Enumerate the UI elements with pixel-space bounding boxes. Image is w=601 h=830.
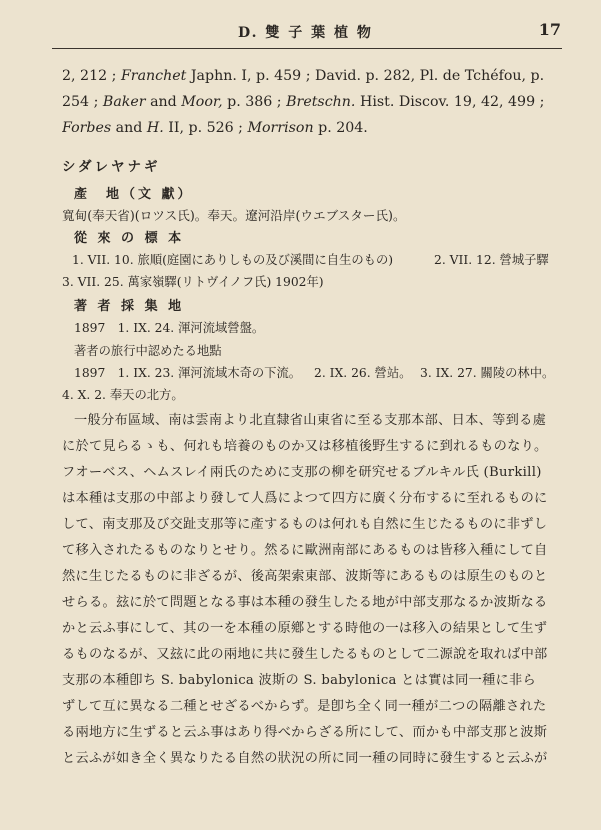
ref-text: and [111,120,147,136]
reference-line-2 [62,94,562,110]
paragraph-line-14: と云ふが如き全く異なりたる自然の狀況の所に同一種の同時に發生すると云ふが [62,751,548,766]
species-name: シダレヤナギ [62,159,161,175]
author-collection-row: 1897 1. IX. 24. 渾河流域營盤。 [74,321,265,335]
ref-text: p. 386 ; [222,94,287,110]
locality-text: 寬甸(奉天省)(ロツス氏)。奉天。遼河沿岸(ウエブスター氏)。 [62,208,406,223]
travel-row-1c: 3. IX. 27. 關陵の林中。 [420,366,555,380]
travel-heading: 著者の旅行中認めたる地點 [74,344,222,358]
travel-row-1b: 2. IX. 26. 營站。 [314,366,412,380]
paragraph-line-2: に於て見らるゝも、何れも培養のものか又は移植後野生するに到れるものなり。 [62,439,548,454]
ref-author: Forbes [62,120,112,136]
specimen-2: 2. VII. 12. 營城子驛 [434,253,549,267]
ref-author: H. [146,120,164,136]
page-number: 17 [538,20,561,39]
ref-text: II, p. 526 ; [163,120,248,136]
locality-heading: 產 地（文 獻） [74,187,194,202]
ref-author: Bretschn. [286,94,356,110]
paragraph-line-5: して、南支那及び交趾支那等に產するものは何れも自然に生じたるものに非ずし [62,517,548,532]
paragraph-line-8: せらる。玆に於て問題となる事は本種の發生したる地が中部支那なるか波斯なる [62,595,548,610]
ref-text: 254 ; [62,94,103,110]
paragraph-line-6: て移入されたるものなりとせり。然るに歐洲南部にあるものは皆移入種にして自 [62,543,548,558]
paragraph-line-10: るものなるが、又玆に此の兩地に共に發生したるものとして二源說を取れば中部 [62,647,548,662]
ref-author: Franchet [120,68,187,84]
ref-author: Moor, [181,94,223,110]
running-header-title: D. 雙 子 葉 植 物 [238,25,373,41]
ref-text: and [145,94,182,110]
ref-text: Japhn. I, p. 459 ; David. p. 282, Pl. de Tchéfou, p. [186,68,545,84]
specimens-heading: 從 來 の 標 本 [74,231,185,246]
paragraph-line-1: 一般分布區域、南は雲南より北直隸省山東省に至る支那本部、日本、等到る處 [74,413,547,428]
author-collection-heading: 著 者 採 集 地 [74,299,185,314]
ref-text: Hist. Discov. 19, 42, 499 ; [355,94,545,110]
paragraph-line-11: 支那の本種卽ち S. babylonica 波斯の S. babylonica とは實は同一種に非ら [62,673,537,688]
ref-text: p. 204. [313,120,368,136]
paragraph-line-9: かと云ふ事にして、其の一を本種の原鄕とする時他の一は移入の結果として生ず [62,621,548,636]
travel-row-2: 4. X. 2. 奉天の北方。 [62,388,184,402]
ref-author: Baker [102,94,146,110]
paragraph-line-7: 然に生じたるものに非ざるが、後高架索東部、波斯等にあるものは原生のものと [62,569,548,584]
ref-text: 2, 212 ; [62,68,121,84]
reference-line-1 [62,68,562,84]
ref-author: Morrison [247,120,314,136]
paragraph-line-12: ずして互に異なる二種とせざるべからず。是卽ち全く同一種が二つの隔離された [62,699,547,714]
paragraph-line-13: る兩地方に生ずると云ふ事はあり得べからざる所にして、而かも中部支那と波斯 [62,725,548,740]
paragraph-line-3: フオーベス、ヘムスレイ兩氏のために支那の柳を研究せるブルキル氏 (Burkill) [62,465,542,480]
specimen-3: 3. VII. 25. 萬家嶺驛(リトヴイノフ氏) 1902年) [62,275,324,289]
paragraph-line-4: は本種は支那の中部より發して人爲によつて四方に廣く分布するに至れるものに [62,491,548,506]
travel-row-1a: 1897 1. IX. 23. 渾河流域木奇の下流。 [74,366,302,380]
specimen-1: 1. VII. 10. 旅順(庭園にありしもの及び溪間に自生のもの) [72,253,394,267]
header-rule [52,48,562,49]
reference-line-3 [62,120,562,136]
